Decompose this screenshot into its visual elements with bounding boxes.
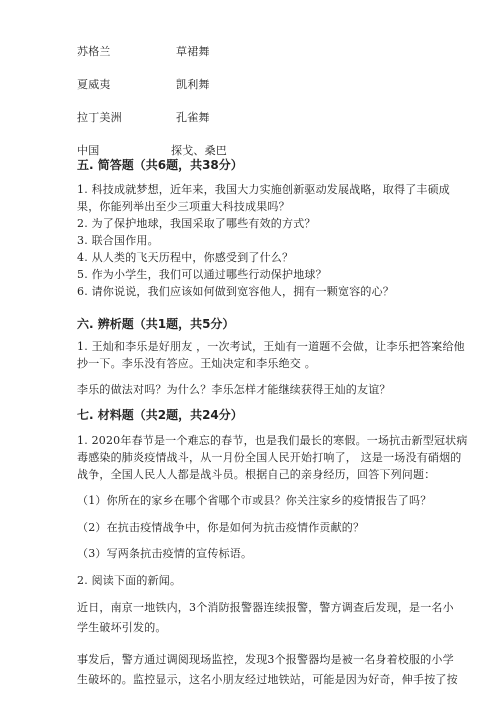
section-7-heading: 七. 材料题（共2题，共24分） <box>77 408 243 422</box>
section-7-sub2: （2）在抗击疫情战争中，你是如何为抗击疫情作贡献的？ <box>77 521 365 534</box>
section-5-q2: 2. 为了保护地球，我国采取了哪些有效的方式？ <box>77 217 316 230</box>
section-5-heading: 五. 简答题（共6题，共38分） <box>77 158 243 172</box>
section-6-p2: 李乐的做法对吗？为什么？李乐怎样才能继续获得王灿的友谊？ <box>77 383 391 396</box>
section-6-p1-line1: 1. 王灿和李乐是好朋友 ，一次考试，王灿有一道题不会做，让李乐把答案给他 <box>77 340 465 353</box>
section-7-m1-line2: 毒感染的肺炎疫情战斗，从一月份全国人民开始打响了， 这是一场没有硝烟的 <box>77 451 462 464</box>
section-5-q6: 6. 请你说说，我们应该如何做到宽容他人，拥有一颗宽容的心？ <box>77 285 394 298</box>
section-5-q4: 4. 从人类的飞天历程中，你感受到了什么？ <box>77 251 294 264</box>
section-7-m1-line1: 1. 2020年春节是一个难忘的春节，也是我们最长的寒假。一场抗击新型冠状病 <box>77 434 468 447</box>
section-6-p1-line2: 抄一下。李乐没有答应。王灿决定和李乐绝交 。 <box>77 357 316 370</box>
news-paragraph-1-line2: 学生破坏引发的。 <box>77 621 167 634</box>
match-country: 拉丁美洲 <box>77 111 122 124</box>
section-5-q3: 3. 联合国作用。 <box>77 234 159 247</box>
match-country: 夏威夷 <box>77 78 111 91</box>
section-7-m1-line3: 战争，全国人民人人都是战斗员。根据自己的亲身经历，回答下列问题： <box>77 468 436 481</box>
section-5-q5: 5. 作为小学生，我们可以通过哪些行动保护地球？ <box>77 268 327 281</box>
match-country: 中国 <box>77 144 100 157</box>
news-paragraph-2-line2: 生破坏的。监控显示，这名小朋友经过地铁站，可能是因为好奇，伸手按了按 <box>77 673 458 686</box>
section-6-heading: 六. 辨析题（共1题，共5分） <box>77 317 235 331</box>
match-country: 苏格兰 <box>77 45 111 58</box>
section-7-sub1: （1）你所在的家乡在哪个省哪个市或县？你关注家乡的疫情报告了吗？ <box>77 494 432 507</box>
match-dance: 凯利舞 <box>176 78 210 91</box>
news-paragraph-1-line1: 近日，南京一地铁内，3个消防报警器连续报警，警方调查后发现，是一名小 <box>77 601 454 614</box>
section-5-q1-line2: 果，你能列举出至少三项重大科技成果吗？ <box>77 200 290 213</box>
match-dance: 孔雀舞 <box>176 111 210 124</box>
section-7-m2: 2. 阅读下面的新闻。 <box>77 574 182 587</box>
section-7-sub3: （3）写两条抗击疫情的宣传标语。 <box>77 547 253 560</box>
match-dance: 探戈、桑巴 <box>171 144 227 157</box>
section-5-q1-line1: 1. 科技成就梦想，近年来，我国大力实施创新驱动发展战略，取得了丰硕成 <box>77 183 450 196</box>
match-dance: 草裙舞 <box>176 45 210 58</box>
news-paragraph-2-line1: 事发后，警方通过调阅现场监控，发现3个报警器均是被一名身着校服的小学 <box>77 653 454 666</box>
